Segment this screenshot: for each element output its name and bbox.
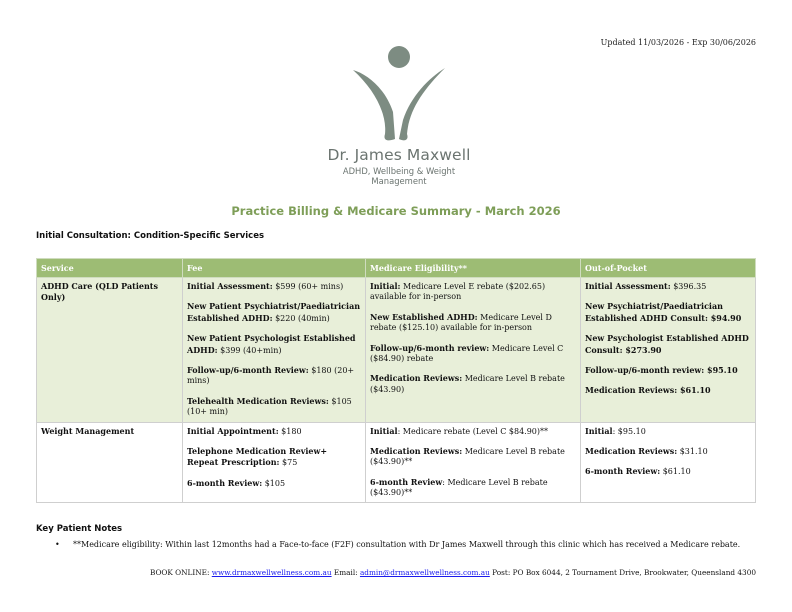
medicare-label: Initial: xyxy=(370,281,401,291)
fee-value: $75 xyxy=(279,458,298,468)
oop-value: $94.90 xyxy=(707,312,742,323)
fee-item xyxy=(187,333,361,356)
service-cell xyxy=(37,278,183,423)
fee-value: $599 (60+ mins) xyxy=(272,282,344,291)
fee-cell xyxy=(183,422,366,503)
document-title: Practice Billing & Medicare Summary - March 2026 xyxy=(231,204,561,218)
oop-value: $31.10 xyxy=(677,446,708,456)
oop-label: Follow-up/6-month review: xyxy=(585,364,705,375)
out-of-pocket-cell xyxy=(581,422,756,503)
oop-item xyxy=(585,446,751,457)
fee-item xyxy=(187,446,361,469)
medicare-label: New Established ADHD: xyxy=(370,311,478,322)
table-header-row xyxy=(37,259,756,278)
medicare-label: Medication Reviews: xyxy=(370,373,463,384)
table-row xyxy=(37,278,756,423)
service-name: Weight Management xyxy=(41,425,135,436)
list-item xyxy=(55,540,740,549)
oop-item xyxy=(585,301,751,324)
fee-value: $180 (20+ mins) xyxy=(187,365,355,386)
fee-item xyxy=(187,301,361,324)
fee-label: Telehealth Medication Reviews: xyxy=(187,395,329,406)
oop-value: $61.10 xyxy=(677,385,711,396)
medicare-label: Medication Reviews: xyxy=(370,445,463,456)
oop-item xyxy=(585,281,751,292)
fee-item xyxy=(187,281,361,292)
oop-item xyxy=(585,466,751,477)
oop-label: Initial xyxy=(585,425,613,436)
updated-date: Updated 11/03/2026 - Exp 30/06/2026 xyxy=(600,38,756,47)
logo-tagline: ADHD, Wellbeing & Weight Management xyxy=(342,166,456,186)
medicare-item xyxy=(370,426,576,437)
medicare-value: : Medicare rebate (Level C $84.90)** xyxy=(397,426,548,436)
header-fee: Fee xyxy=(183,259,366,278)
oop-value: $61.10 xyxy=(660,467,691,477)
fee-value: $105 (10+ min) xyxy=(187,396,352,417)
section-heading: Initial Consultation: Condition-Specific Services xyxy=(36,231,265,241)
medicare-item xyxy=(370,373,576,395)
fee-label: Follow-up/6-month Review: xyxy=(187,364,309,375)
note-text: **Medicare eligibility: Within last 12months had a Face-to-face (F2F) consultation with Dr James Maxwell through this clinic which has received a Medicare rebate. xyxy=(73,540,741,549)
medicare-item xyxy=(370,281,576,303)
header-service: Service xyxy=(37,259,183,278)
medicare-label: Follow-up/6-month review: xyxy=(370,342,490,353)
booking-label: BOOK ONLINE: xyxy=(149,568,212,577)
fee-item xyxy=(187,396,361,418)
practice-logo xyxy=(318,44,480,184)
service-name: ADHD Care (QLD Patients Only) xyxy=(41,281,158,303)
medicare-label: 6-month Review xyxy=(370,476,443,487)
fee-label: New Patient Psychiatrist/Paediatrician Established ADHD: xyxy=(187,301,361,323)
header-medicare: Medicare Eligibility** xyxy=(366,259,581,278)
oop-value: $95.10 xyxy=(704,364,738,375)
footer-contact xyxy=(150,568,756,577)
fee-label: Initial Assessment: xyxy=(187,281,273,291)
fee-label: Telephone Medication Review+ Repeat Prescription: xyxy=(187,445,328,468)
billing-table xyxy=(36,258,756,503)
person-figure-icon xyxy=(349,44,449,144)
oop-item xyxy=(585,426,751,437)
fee-item xyxy=(187,478,361,489)
medicare-value: : Medicare Level B rebate ($43.90)** xyxy=(370,477,548,498)
oop-item xyxy=(585,385,751,396)
bullet-icon: • xyxy=(55,540,60,549)
medicare-cell xyxy=(366,278,581,423)
fee-value: $105 xyxy=(262,478,286,488)
email-link[interactable]: admin@drmaxwellwellness.com.au xyxy=(359,568,490,577)
table-row xyxy=(37,422,756,503)
notes-heading: Key Patient Notes xyxy=(36,524,123,534)
medicare-value: Medicare Level B rebate ($43.90) xyxy=(370,374,565,394)
fee-value: $220 (40min) xyxy=(272,313,330,323)
medicare-item xyxy=(370,446,576,468)
fee-value: $399 (40+min) xyxy=(217,345,282,355)
medicare-item xyxy=(370,312,576,334)
fee-label: 6-month Review: xyxy=(187,477,263,488)
service-cell xyxy=(37,422,183,503)
oop-value: $396.35 xyxy=(670,282,707,291)
oop-value: : $95.10 xyxy=(612,426,646,436)
medicare-value: Medicare Level B rebate ($43.90)** xyxy=(370,446,565,467)
email-label: Email: xyxy=(331,568,360,577)
medicare-cell xyxy=(366,422,581,503)
booking-link[interactable]: www.drmaxwellwellness.com.au xyxy=(211,568,332,577)
oop-label: Medication Reviews: xyxy=(585,445,678,456)
oop-item xyxy=(585,365,751,376)
oop-label: Medication Reviews: xyxy=(585,385,678,396)
oop-label: New Psychologist Established ADHD Consult: xyxy=(585,333,749,355)
postal-address: Post: PO Box 6044, 2 Tournament Drive, Brookwater, Queensland 4300 xyxy=(489,568,756,577)
medicare-value: Medicare Level C ($84.90) rebate xyxy=(370,343,564,363)
oop-label: Initial Assessment: xyxy=(585,281,671,291)
oop-item xyxy=(585,333,751,356)
fee-item xyxy=(187,426,361,437)
logo-name: Dr. James Maxwell xyxy=(327,146,471,164)
medicare-item xyxy=(370,343,576,365)
medicare-item xyxy=(370,477,576,499)
oop-label: 6-month Review: xyxy=(585,466,661,477)
fee-value: $180 xyxy=(278,426,302,436)
oop-label: New Psychiatrist/Paediatrician Established ADHD Consult: xyxy=(585,301,723,323)
header-out-of-pocket: Out-of-Pocket xyxy=(581,259,756,278)
fee-cell xyxy=(183,278,366,423)
medicare-value: Medicare Level D rebate ($125.10) available for in-person xyxy=(370,312,552,333)
oop-value: $273.90 xyxy=(622,344,662,355)
medicare-value: Medicare Level E rebate ($202.65) available for in-person xyxy=(370,282,546,302)
fee-label: Initial Appointment: xyxy=(187,425,279,436)
out-of-pocket-cell xyxy=(581,278,756,423)
fee-label: New Patient Psychologist Established ADHD: xyxy=(187,333,356,355)
fee-item xyxy=(187,365,361,387)
medicare-label: Initial xyxy=(370,425,398,436)
